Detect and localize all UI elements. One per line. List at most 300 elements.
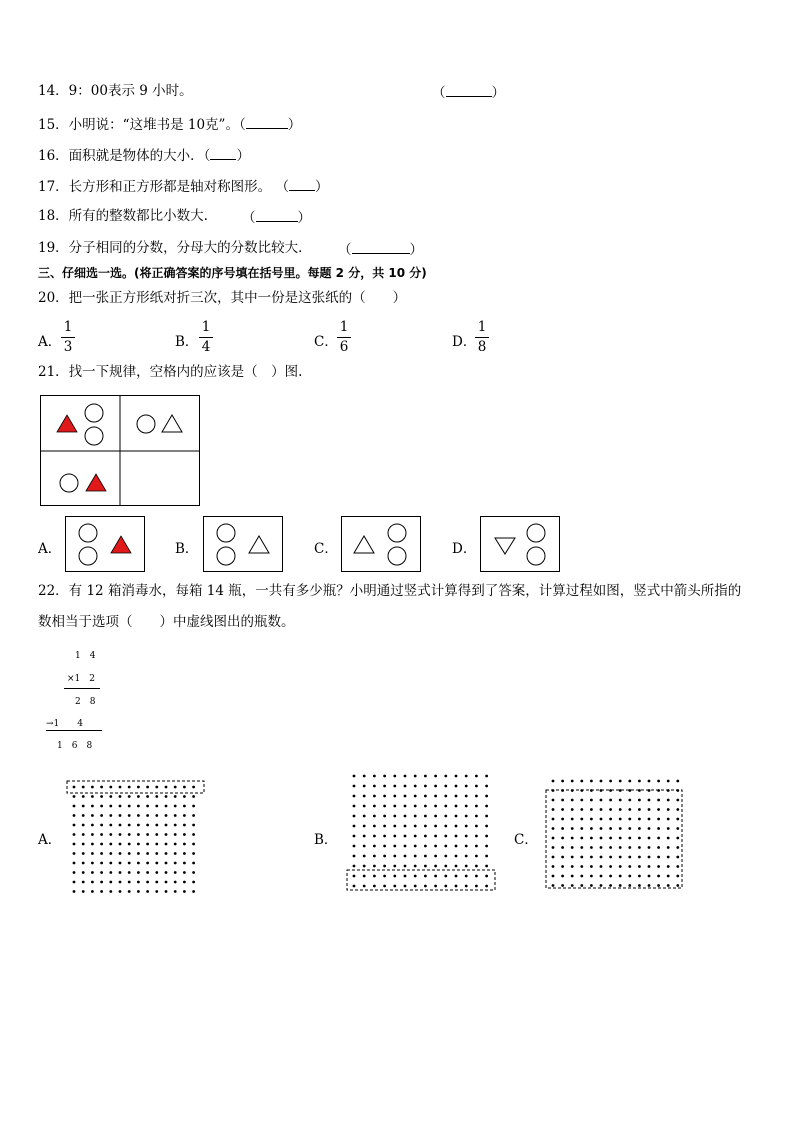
- bottle-dot: [393, 775, 396, 778]
- bottle-dot: [119, 795, 122, 798]
- bottle-dot: [192, 871, 195, 874]
- bottle-dot: [393, 865, 396, 868]
- triangle-icon: [249, 536, 269, 553]
- bottle-dot: [424, 835, 427, 838]
- answer-paren-18[interactable]: [242, 210, 311, 226]
- q21-option-a-label[interactable]: A．: [38, 541, 62, 557]
- bottle-dot: [146, 843, 149, 846]
- bottle-dot: [383, 855, 386, 858]
- bottle-dot: [146, 862, 149, 865]
- bottle-dot: [174, 814, 177, 817]
- denominator: 4: [201, 338, 211, 355]
- bottle-dot: [373, 835, 376, 838]
- bottle-dot: [609, 865, 612, 868]
- bottle-dot: [100, 833, 103, 836]
- bottle-dot: [571, 837, 574, 840]
- bottle-dot: [619, 818, 622, 821]
- bottle-dot: [192, 890, 195, 893]
- bottle-dot: [146, 871, 149, 874]
- calc-row: 2 8: [75, 697, 96, 707]
- bottle-dot: [73, 795, 76, 798]
- bottle-dot: [571, 875, 574, 878]
- bottle-dot: [580, 827, 583, 830]
- bottle-dot: [424, 855, 427, 858]
- bottle-dot: [571, 856, 574, 859]
- bottle-dot: [100, 843, 103, 846]
- bottle-dot: [455, 785, 458, 788]
- bottle-dot: [192, 852, 195, 855]
- bottle-dot: [600, 884, 603, 887]
- bottle-dot: [676, 865, 679, 868]
- bottle-dot: [465, 855, 468, 858]
- bottle-dot: [128, 881, 131, 884]
- bottle-dot: [174, 890, 177, 893]
- bottle-dot: [619, 856, 622, 859]
- bottle-dot: [580, 837, 583, 840]
- bottle-dot: [667, 865, 670, 868]
- bottle-dot: [667, 789, 670, 792]
- bottle-dot: [619, 846, 622, 849]
- bottle-dot: [475, 785, 478, 788]
- bottle-dot: [165, 843, 168, 846]
- bottle-dot: [648, 884, 651, 887]
- fraction: [337, 321, 351, 354]
- denominator: 3: [63, 338, 73, 355]
- bottle-dot: [109, 881, 112, 884]
- bottle-dot: [609, 846, 612, 849]
- bottle-dot: [91, 824, 94, 827]
- bottle-dot: [73, 843, 76, 846]
- q22-option-c-dot-grid[interactable]: [543, 775, 688, 893]
- bottle-dot: [561, 837, 564, 840]
- circle-icon: [85, 404, 103, 422]
- answer-blank[interactable]: [256, 210, 298, 222]
- bottle-dot: [434, 845, 437, 848]
- q22-option-a-label[interactable]: A．: [38, 832, 62, 848]
- q22-option-b-label[interactable]: B．: [314, 832, 338, 848]
- bottle-dot: [600, 818, 603, 821]
- bottle-dot: [667, 837, 670, 840]
- bottle-dot: [174, 833, 177, 836]
- bottle-dot: [609, 799, 612, 802]
- bottle-dot: [485, 785, 488, 788]
- bottle-dot: [444, 855, 447, 858]
- bottle-dot: [109, 786, 112, 789]
- bottle-dot: [383, 865, 386, 868]
- bottle-dot: [192, 795, 195, 798]
- q21-option-c-label[interactable]: C．: [314, 541, 338, 557]
- bottle-dot: [91, 890, 94, 893]
- bottle-dot: [657, 789, 660, 792]
- inverted-triangle-icon: [495, 538, 515, 554]
- bottle-dot: [393, 825, 396, 828]
- bottle-dot: [383, 835, 386, 838]
- bottle-dot: [444, 795, 447, 798]
- bottle-dot: [82, 871, 85, 874]
- bottle-dot: [657, 884, 660, 887]
- bottle-dot: [571, 884, 574, 887]
- bottle-dot: [475, 855, 478, 858]
- numerator: 1: [337, 321, 351, 338]
- bottle-dot: [353, 835, 356, 838]
- q21-option-d-label[interactable]: D．: [452, 541, 477, 557]
- bottle-dot: [667, 818, 670, 821]
- q20-option-d[interactable]: [452, 330, 476, 350]
- bottle-dot: [363, 865, 366, 868]
- bottle-dot: [146, 814, 149, 817]
- bottle-dot: [393, 885, 396, 888]
- bottle-dot: [109, 814, 112, 817]
- bottle-dot: [128, 786, 131, 789]
- bottle-dot: [174, 871, 177, 874]
- bottle-dot: [424, 775, 427, 778]
- bottle-dot: [475, 825, 478, 828]
- circle-icon: [217, 524, 235, 542]
- bottle-dot: [475, 795, 478, 798]
- denominator: 8: [477, 338, 487, 355]
- bottle-dot: [137, 795, 140, 798]
- bottle-dot: [600, 789, 603, 792]
- bottle-dot: [657, 780, 660, 783]
- bottle-dot: [373, 775, 376, 778]
- answer-blank[interactable]: [446, 85, 492, 97]
- bottle-dot: [137, 843, 140, 846]
- bottle-dot: [455, 845, 458, 848]
- bottle-dot: [109, 824, 112, 827]
- bottle-dot: [628, 875, 631, 878]
- bottle-dot: [571, 789, 574, 792]
- paren-open: （: [432, 85, 446, 101]
- question-19: [38, 242, 312, 256]
- q22-option-a-dot-grid[interactable]: [60, 778, 210, 896]
- bottle-dot: [100, 890, 103, 893]
- bottle-dot: [552, 846, 555, 849]
- option-label: D．: [452, 334, 477, 350]
- bottle-dot: [353, 855, 356, 858]
- q21-option-b-label[interactable]: B．: [175, 541, 199, 557]
- bottle-dot: [183, 890, 186, 893]
- bottle-dot: [404, 825, 407, 828]
- bottle-dot: [638, 799, 641, 802]
- bottle-dot: [128, 814, 131, 817]
- bottle-dot: [137, 852, 140, 855]
- bottle-dot: [628, 799, 631, 802]
- bottle-dot: [128, 824, 131, 827]
- bottle-dot: [600, 875, 603, 878]
- bottle-dot: [383, 775, 386, 778]
- bottle-dot: [580, 780, 583, 783]
- bottle-dot: [91, 881, 94, 884]
- bottle-dot: [100, 852, 103, 855]
- bottle-dot: [119, 786, 122, 789]
- bottle-dot: [363, 795, 366, 798]
- bottle-dot: [73, 871, 76, 874]
- bottle-dot: [146, 852, 149, 855]
- numerator: 1: [475, 321, 489, 338]
- bottle-dot: [174, 805, 177, 808]
- bottle-dot: [383, 795, 386, 798]
- bottle-dot: [414, 875, 417, 878]
- bottle-dot: [174, 786, 177, 789]
- bottle-dot: [183, 843, 186, 846]
- paren-close: ）: [314, 179, 329, 195]
- circle-icon: [79, 524, 97, 542]
- bottle-dot: [174, 824, 177, 827]
- fraction: [61, 321, 75, 354]
- q21-option-b-figure[interactable]: [203, 516, 283, 572]
- bottle-dot: [137, 833, 140, 836]
- bottle-dot: [404, 805, 407, 808]
- bottle-dot: [590, 827, 593, 830]
- red-triangle-icon: [86, 474, 106, 491]
- bottle-dot: [667, 780, 670, 783]
- bottle-dot: [424, 845, 427, 848]
- bottle-dot: [628, 789, 631, 792]
- bottle-dot: [600, 856, 603, 859]
- bottle-dot: [414, 795, 417, 798]
- bottle-dot: [561, 865, 564, 868]
- bottle-dot: [434, 785, 437, 788]
- bottle-dot: [580, 856, 583, 859]
- circle-icon: [79, 547, 97, 565]
- triangle-icon: [162, 415, 182, 432]
- bottle-dot: [552, 856, 555, 859]
- calc-row: 1 6 8: [57, 741, 93, 751]
- bottle-dot: [353, 805, 356, 808]
- bottle-dot: [667, 856, 670, 859]
- q20-option-c[interactable]: [314, 330, 338, 350]
- bottle-dot: [128, 833, 131, 836]
- fraction: [475, 321, 489, 354]
- bottle-dot: [373, 865, 376, 868]
- bottle-dot: [648, 780, 651, 783]
- bottle-dot: [434, 805, 437, 808]
- calc-rule: [64, 688, 100, 689]
- bottle-dot: [100, 871, 103, 874]
- bottle-dot: [82, 795, 85, 798]
- bottle-dot: [192, 786, 195, 789]
- bottle-dot: [414, 805, 417, 808]
- bottle-dot: [82, 833, 85, 836]
- bottle-dot: [561, 827, 564, 830]
- bottle-dot: [119, 824, 122, 827]
- bottle-dot: [424, 825, 427, 828]
- bottle-dot: [363, 815, 366, 818]
- bottle-dot: [183, 871, 186, 874]
- circle-icon: [388, 547, 406, 565]
- bottle-dot: [183, 814, 186, 817]
- question-text: 16．面积就是物体的大小．（: [38, 148, 211, 164]
- bottle-dot: [657, 818, 660, 821]
- bottle-dot: [434, 815, 437, 818]
- bottle-dot: [91, 843, 94, 846]
- bottle-dot: [91, 786, 94, 789]
- calc-row: →1 4: [46, 719, 83, 729]
- question-text: 19．分子相同的分数，分母大的分数比较大．: [38, 240, 312, 256]
- bottle-dot: [561, 780, 564, 783]
- q21-option-a-figure[interactable]: [65, 516, 145, 572]
- circle-icon: [137, 415, 155, 433]
- bottle-dot: [475, 885, 478, 888]
- bottle-dot: [363, 845, 366, 848]
- bottle-dot: [485, 795, 488, 798]
- bottle-dot: [373, 785, 376, 788]
- bottle-dot: [444, 835, 447, 838]
- answer-blank[interactable]: [289, 179, 315, 191]
- bottle-dot: [434, 835, 437, 838]
- bottle-dot: [82, 786, 85, 789]
- bottle-dot: [580, 884, 583, 887]
- bottle-dot: [128, 871, 131, 874]
- bottle-dot: [485, 885, 488, 888]
- question-16: [38, 148, 250, 164]
- bottle-dot: [119, 852, 122, 855]
- bottle-dot: [373, 815, 376, 818]
- bottle-dot: [580, 818, 583, 821]
- bottle-dot: [485, 845, 488, 848]
- fraction: [199, 321, 213, 354]
- bottle-dot: [676, 846, 679, 849]
- bottle-dot: [590, 837, 593, 840]
- bottle-dot: [137, 786, 140, 789]
- bottle-dot: [82, 843, 85, 846]
- bottle-dot: [353, 785, 356, 788]
- answer-paren-14[interactable]: [432, 85, 505, 101]
- bottle-dot: [393, 795, 396, 798]
- bottle-dot: [628, 846, 631, 849]
- bottle-dot: [424, 885, 427, 888]
- bottle-dot: [192, 881, 195, 884]
- bottle-dot: [404, 885, 407, 888]
- bottle-dot: [638, 827, 641, 830]
- bottle-dot: [363, 825, 366, 828]
- bottle-dot: [455, 815, 458, 818]
- question-text: 18．所有的整数都比小数大.: [38, 208, 208, 224]
- bottle-dot: [183, 881, 186, 884]
- calc-rule: [46, 730, 102, 731]
- bottle-dot: [571, 846, 574, 849]
- answer-blank[interactable]: [246, 117, 288, 129]
- q21-option-c-figure[interactable]: [341, 516, 421, 572]
- bottle-dot: [648, 856, 651, 859]
- bottle-dot: [146, 824, 149, 827]
- q20-option-b[interactable]: [175, 330, 198, 350]
- bottle-dot: [404, 775, 407, 778]
- bottle-dot: [165, 795, 168, 798]
- bottle-dot: [600, 780, 603, 783]
- q21-option-d-figure[interactable]: [480, 516, 560, 572]
- bottle-dot: [404, 815, 407, 818]
- bottle-dot: [383, 845, 386, 848]
- bottle-dot: [174, 862, 177, 865]
- bottle-dot: [414, 775, 417, 778]
- answer-blank[interactable]: [352, 242, 410, 254]
- bottle-dot: [676, 875, 679, 878]
- bottle-dot: [146, 786, 149, 789]
- bottle-dot: [590, 789, 593, 792]
- bottle-dot: [638, 780, 641, 783]
- bottle-dot: [552, 884, 555, 887]
- bottle-dot: [165, 833, 168, 836]
- bottle-dot: [363, 785, 366, 788]
- q22-option-c-label[interactable]: C．: [514, 832, 538, 848]
- bottle-dot: [465, 795, 468, 798]
- bottle-dot: [676, 799, 679, 802]
- bottle-dot: [73, 786, 76, 789]
- bottle-dot: [404, 845, 407, 848]
- bottle-dot: [155, 814, 158, 817]
- bottle-dot: [455, 805, 458, 808]
- answer-paren-19[interactable]: [338, 242, 423, 258]
- bottle-dot: [119, 881, 122, 884]
- bottle-dot: [455, 885, 458, 888]
- bottle-dot: [109, 890, 112, 893]
- option-border: [66, 517, 145, 572]
- question-22-line2: 数相当于选项（ ）中虚线图出的瓶数。: [38, 614, 295, 630]
- bottle-dot: [119, 814, 122, 817]
- bottle-dot: [73, 824, 76, 827]
- answer-blank[interactable]: [210, 148, 236, 160]
- bottle-dot: [628, 818, 631, 821]
- bottle-dot: [475, 815, 478, 818]
- q20-option-a[interactable]: [38, 330, 61, 350]
- paren-close: ）: [287, 117, 302, 133]
- paren-open: （: [338, 242, 352, 258]
- bottle-dot: [192, 814, 195, 817]
- bottle-dot: [109, 862, 112, 865]
- bottle-dot: [192, 824, 195, 827]
- bottle-dot: [561, 875, 564, 878]
- bottle-dot: [165, 852, 168, 855]
- bottle-dot: [628, 808, 631, 811]
- bottle-dot: [383, 825, 386, 828]
- bottle-dot: [628, 780, 631, 783]
- bottle-dot: [165, 814, 168, 817]
- bottle-dot: [485, 875, 488, 878]
- bottle-dot: [619, 865, 622, 868]
- section-heading: 三、仔细选一选。(将正确答案的序号填在括号里。每题 2 分，共 10 分): [38, 266, 427, 280]
- bottle-dot: [404, 855, 407, 858]
- bottle-dot: [155, 881, 158, 884]
- numerator: 1: [61, 321, 75, 338]
- pattern-grid: [40, 395, 200, 507]
- bottle-dot: [619, 789, 622, 792]
- bottle-dot: [475, 875, 478, 878]
- bottle-dot: [73, 833, 76, 836]
- bottle-dot: [137, 881, 140, 884]
- bottle-dot: [667, 884, 670, 887]
- bottle-dot: [424, 805, 427, 808]
- bottle-dot: [393, 785, 396, 788]
- bottle-dot: [580, 789, 583, 792]
- bottle-dot: [155, 871, 158, 874]
- bottle-dot: [373, 795, 376, 798]
- bottle-dot: [657, 808, 660, 811]
- bottle-dot: [628, 865, 631, 868]
- q22-option-b-dot-grid[interactable]: [343, 770, 503, 894]
- bottle-dot: [676, 827, 679, 830]
- denominator: 6: [339, 338, 349, 355]
- bottle-dot: [648, 789, 651, 792]
- bottle-dot: [128, 843, 131, 846]
- question-18: [38, 210, 208, 224]
- bottle-dot: [552, 780, 555, 783]
- bottle-dot: [638, 818, 641, 821]
- bottle-dot: [155, 890, 158, 893]
- bottle-dot: [571, 827, 574, 830]
- bottle-dot: [485, 775, 488, 778]
- bottle-dot: [383, 875, 386, 878]
